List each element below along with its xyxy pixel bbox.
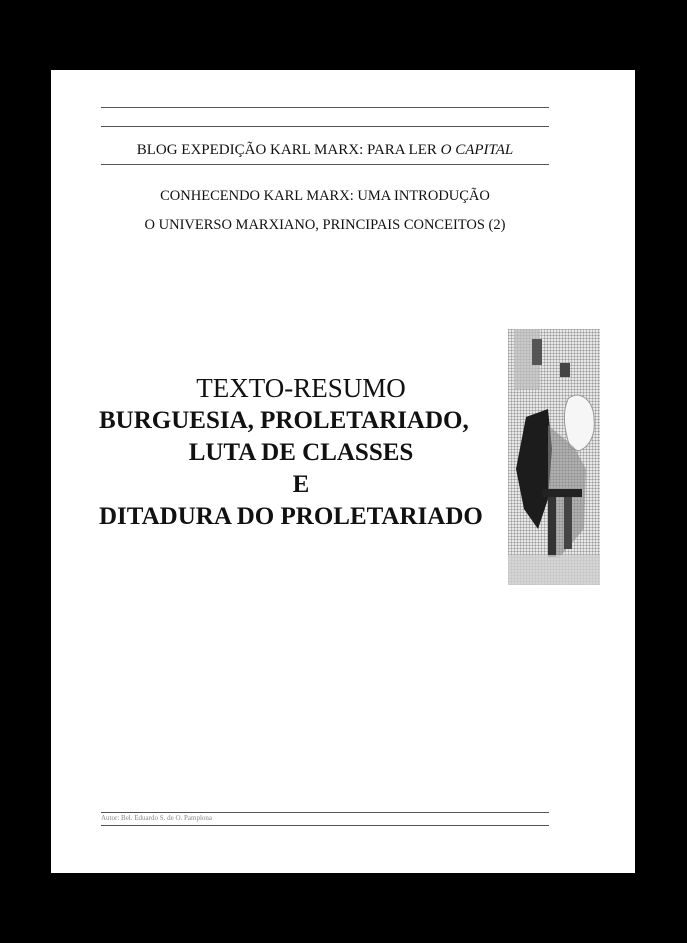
- subtitle-intro: CONHECENDO KARL MARX: UMA INTRODUÇÃO: [160, 188, 490, 204]
- main-title-line-4: E: [292, 471, 310, 498]
- top-rule-1: [101, 107, 549, 108]
- main-title-line-1: TEXTO-RESUMO: [196, 373, 406, 403]
- main-title: [91, 371, 511, 533]
- header-underline: [101, 164, 549, 165]
- main-title-line-3: LUTA DE CLASSES: [188, 439, 414, 466]
- blog-title-text: BLOG EXPEDIÇÃO KARL MARX: PARA LER: [136, 142, 441, 158]
- karl-marx-portrait-image: [508, 329, 600, 585]
- portrait-illustration: [508, 329, 600, 585]
- main-title-line-2: BURGUESIA, PROLETARIADO,: [99, 407, 469, 434]
- top-rule-2: [101, 126, 549, 127]
- document-page: [51, 70, 635, 873]
- subtitle-concepts: O UNIVERSO MARXIANO, PRINCIPAIS CONCEITOS (2): [144, 217, 506, 233]
- footer-rule-2: [101, 825, 549, 826]
- blog-title: [101, 142, 549, 159]
- main-title-line-5: DITADURA DO PROLETARIADO: [99, 503, 483, 530]
- footer-author: Autor: Bel. Eduardo S. de O. Pamplona: [101, 814, 213, 822]
- blog-title-italic: O CAPITAL: [440, 142, 514, 158]
- footer-rule-1: [101, 812, 549, 813]
